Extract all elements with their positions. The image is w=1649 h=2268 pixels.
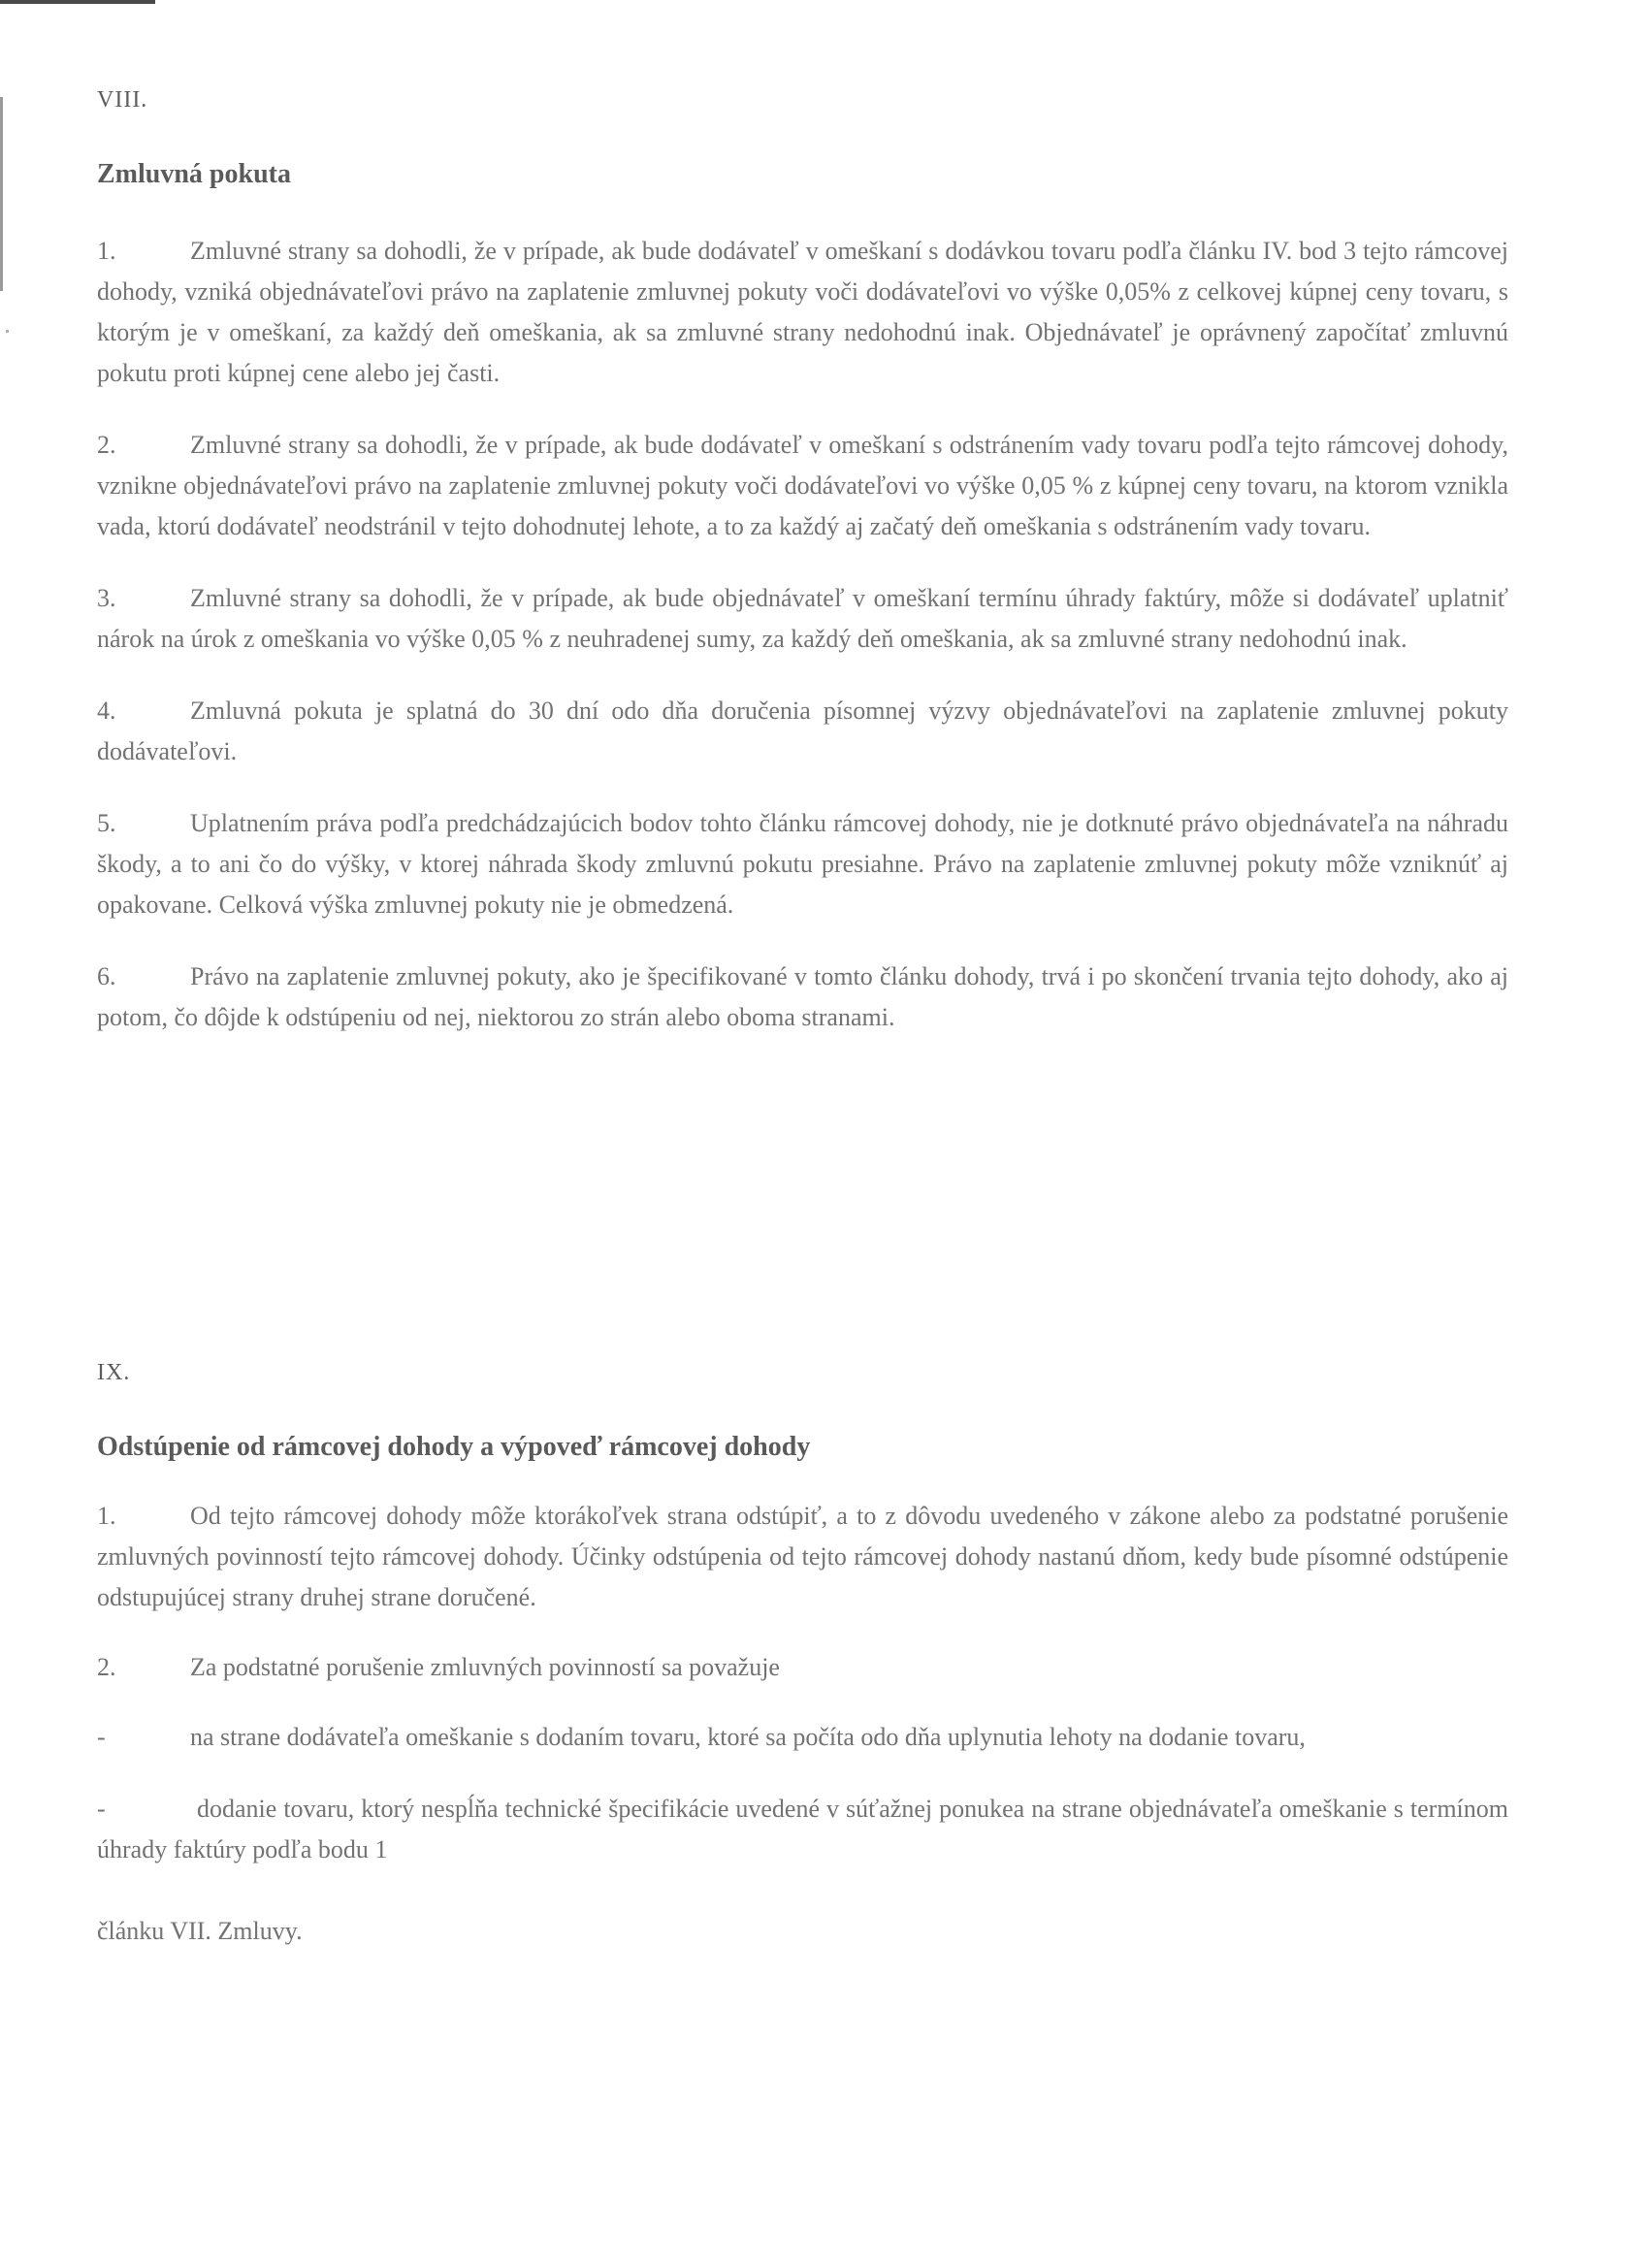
paragraph-number: 5. bbox=[97, 809, 116, 837]
paragraph-number: 2. bbox=[97, 1653, 116, 1681]
paragraph-number: 6. bbox=[97, 962, 116, 990]
paragraph-number: 1. bbox=[97, 1502, 116, 1530]
paragraph-number: 4. bbox=[97, 697, 116, 725]
dash-marker: - bbox=[97, 1723, 106, 1751]
section-ix bbox=[97, 1360, 1508, 1952]
section-number: VIII. bbox=[97, 87, 148, 113]
paragraph-text: Zmluvná pokuta je splatná do 30 dní odo dňa doručenia písomnej výzvy objednávateľovi na zaplatenie zmluvnej pokuty dodávateľovi. bbox=[97, 697, 1508, 765]
paragraph bbox=[97, 803, 1508, 925]
paragraph bbox=[97, 956, 1508, 1038]
paragraph-text: Za podstatné porušenie zmluvných povinností sa považuje bbox=[190, 1653, 780, 1681]
paragraph-text: Zmluvné strany sa dohodli, že v prípade, ak bude dodávateľ v omeškaní s odstránením vady tovaru podľa tejto rámcovej dohody, vznikne objednávateľovi právo na zaplatenie zmluvnej pokuty voči dodávateľovi vo výške 0,05 % z kúpnej ceny tovaru, na ktorom vznikla vada, ktorú dodávateľ neodstránil v tejto dohodnutej lehote, a to za každý aj začatý deň omeškania s odstránením vady tovaru. bbox=[97, 431, 1508, 540]
dash-item-text: na strane dodávateľa omeškanie s dodaním tovaru, ktoré sa počíta odo dňa uplynutia lehoty na dodanie tovaru, bbox=[190, 1723, 1306, 1751]
dash-item-text: dodanie tovaru, ktorý nespĺňa technické špecifikácie uvedené v súťažnej ponukea na strane objednávateľa omeškanie s termínom úhrady faktúry podľa bodu 1 bbox=[97, 1795, 1508, 1863]
paragraph bbox=[97, 425, 1508, 547]
trailing-line: článku VII. Zmluvy. bbox=[97, 1917, 303, 1945]
section-title: Zmluvná pokuta bbox=[97, 159, 291, 189]
section-title: Odstúpenie od rámcovej dohody a výpoveď rámcovej dohody bbox=[97, 1432, 811, 1462]
paragraph bbox=[97, 1496, 1508, 1618]
paragraph bbox=[97, 691, 1508, 772]
paragraph-text: Uplatnením práva podľa predchádzajúcich bodov tohto článku rámcovej dohody, nie je dotknuté právo objednávateľa na náhradu škody, a to ani čo do výšky, v ktorej náhrada škody zmluvnú pokutu presiahne. Právo na zaplatenie zmluvnej pokuty môže vzniknúť aj opakovane. Celková výška zmluvnej pokuty nie je obmedzená. bbox=[97, 809, 1508, 919]
paragraph-text: Právo na zaplatenie zmluvnej pokuty, ako je špecifikované v tomto článku dohody, trvá i po skončení trvania tejto dohody, ako aj potom, čo dôjde k odstúpeniu od nej, niektorou zo strán alebo oboma stranami. bbox=[97, 962, 1508, 1031]
dash-item bbox=[97, 1789, 1508, 1870]
paragraph-text: Zmluvné strany sa dohodli, že v prípade, ak bude objednávateľ v omeškaní termínu úhrady faktúry, môže si dodávateľ uplatniť nárok na úrok z omeškania vo výške 0,05 % z neuhradenej sumy, za každý deň omeškania, ak sa zmluvné strany nedohodnú inak. bbox=[97, 584, 1508, 653]
section-viii bbox=[97, 87, 1508, 1038]
paragraph-text: Zmluvné strany sa dohodli, že v prípade, ak bude dodávateľ v omeškaní s dodávkou tovaru podľa článku IV. bod 3 tejto rámcovej dohody, vzniká objednávateľovi právo na zaplatenie zmluvnej pokuty voči dodávateľovi vo výške 0,05% z celkovej kúpnej ceny tovaru, s ktorým je v omeškaní, za každý deň omeškania, ak sa zmluvné strany nedohodnú inak. Objednávateľ je oprávnený započítať zmluvnú pokutu proti kúpnej cene alebo jej časti. bbox=[97, 237, 1508, 387]
scan-speck bbox=[6, 330, 9, 333]
dash-item bbox=[97, 1717, 1508, 1758]
paragraph-text: Od tejto rámcovej dohody môže ktorákoľvek strana odstúpiť, a to z dôvodu uvedeného v zákone alebo za podstatné porušenie zmluvných povinností tejto rámcovej dohody. Účinky odstúpenia od tejto rámcovej dohody nastanú dňom, kedy bude písomné odstúpenie odstupujúcej strany druhej strane doručené. bbox=[97, 1502, 1508, 1611]
scan-edge-mark bbox=[0, 97, 3, 291]
paragraph-number: 1. bbox=[97, 237, 116, 265]
section-number: IX. bbox=[97, 1360, 131, 1385]
paragraph bbox=[97, 231, 1508, 394]
paragraph-number: 3. bbox=[97, 584, 116, 612]
dash-marker: - bbox=[97, 1795, 106, 1823]
paragraph bbox=[97, 578, 1508, 660]
scan-edge-mark bbox=[0, 0, 155, 4]
paragraph bbox=[97, 1647, 1508, 1688]
paragraph-number: 2. bbox=[97, 431, 116, 459]
